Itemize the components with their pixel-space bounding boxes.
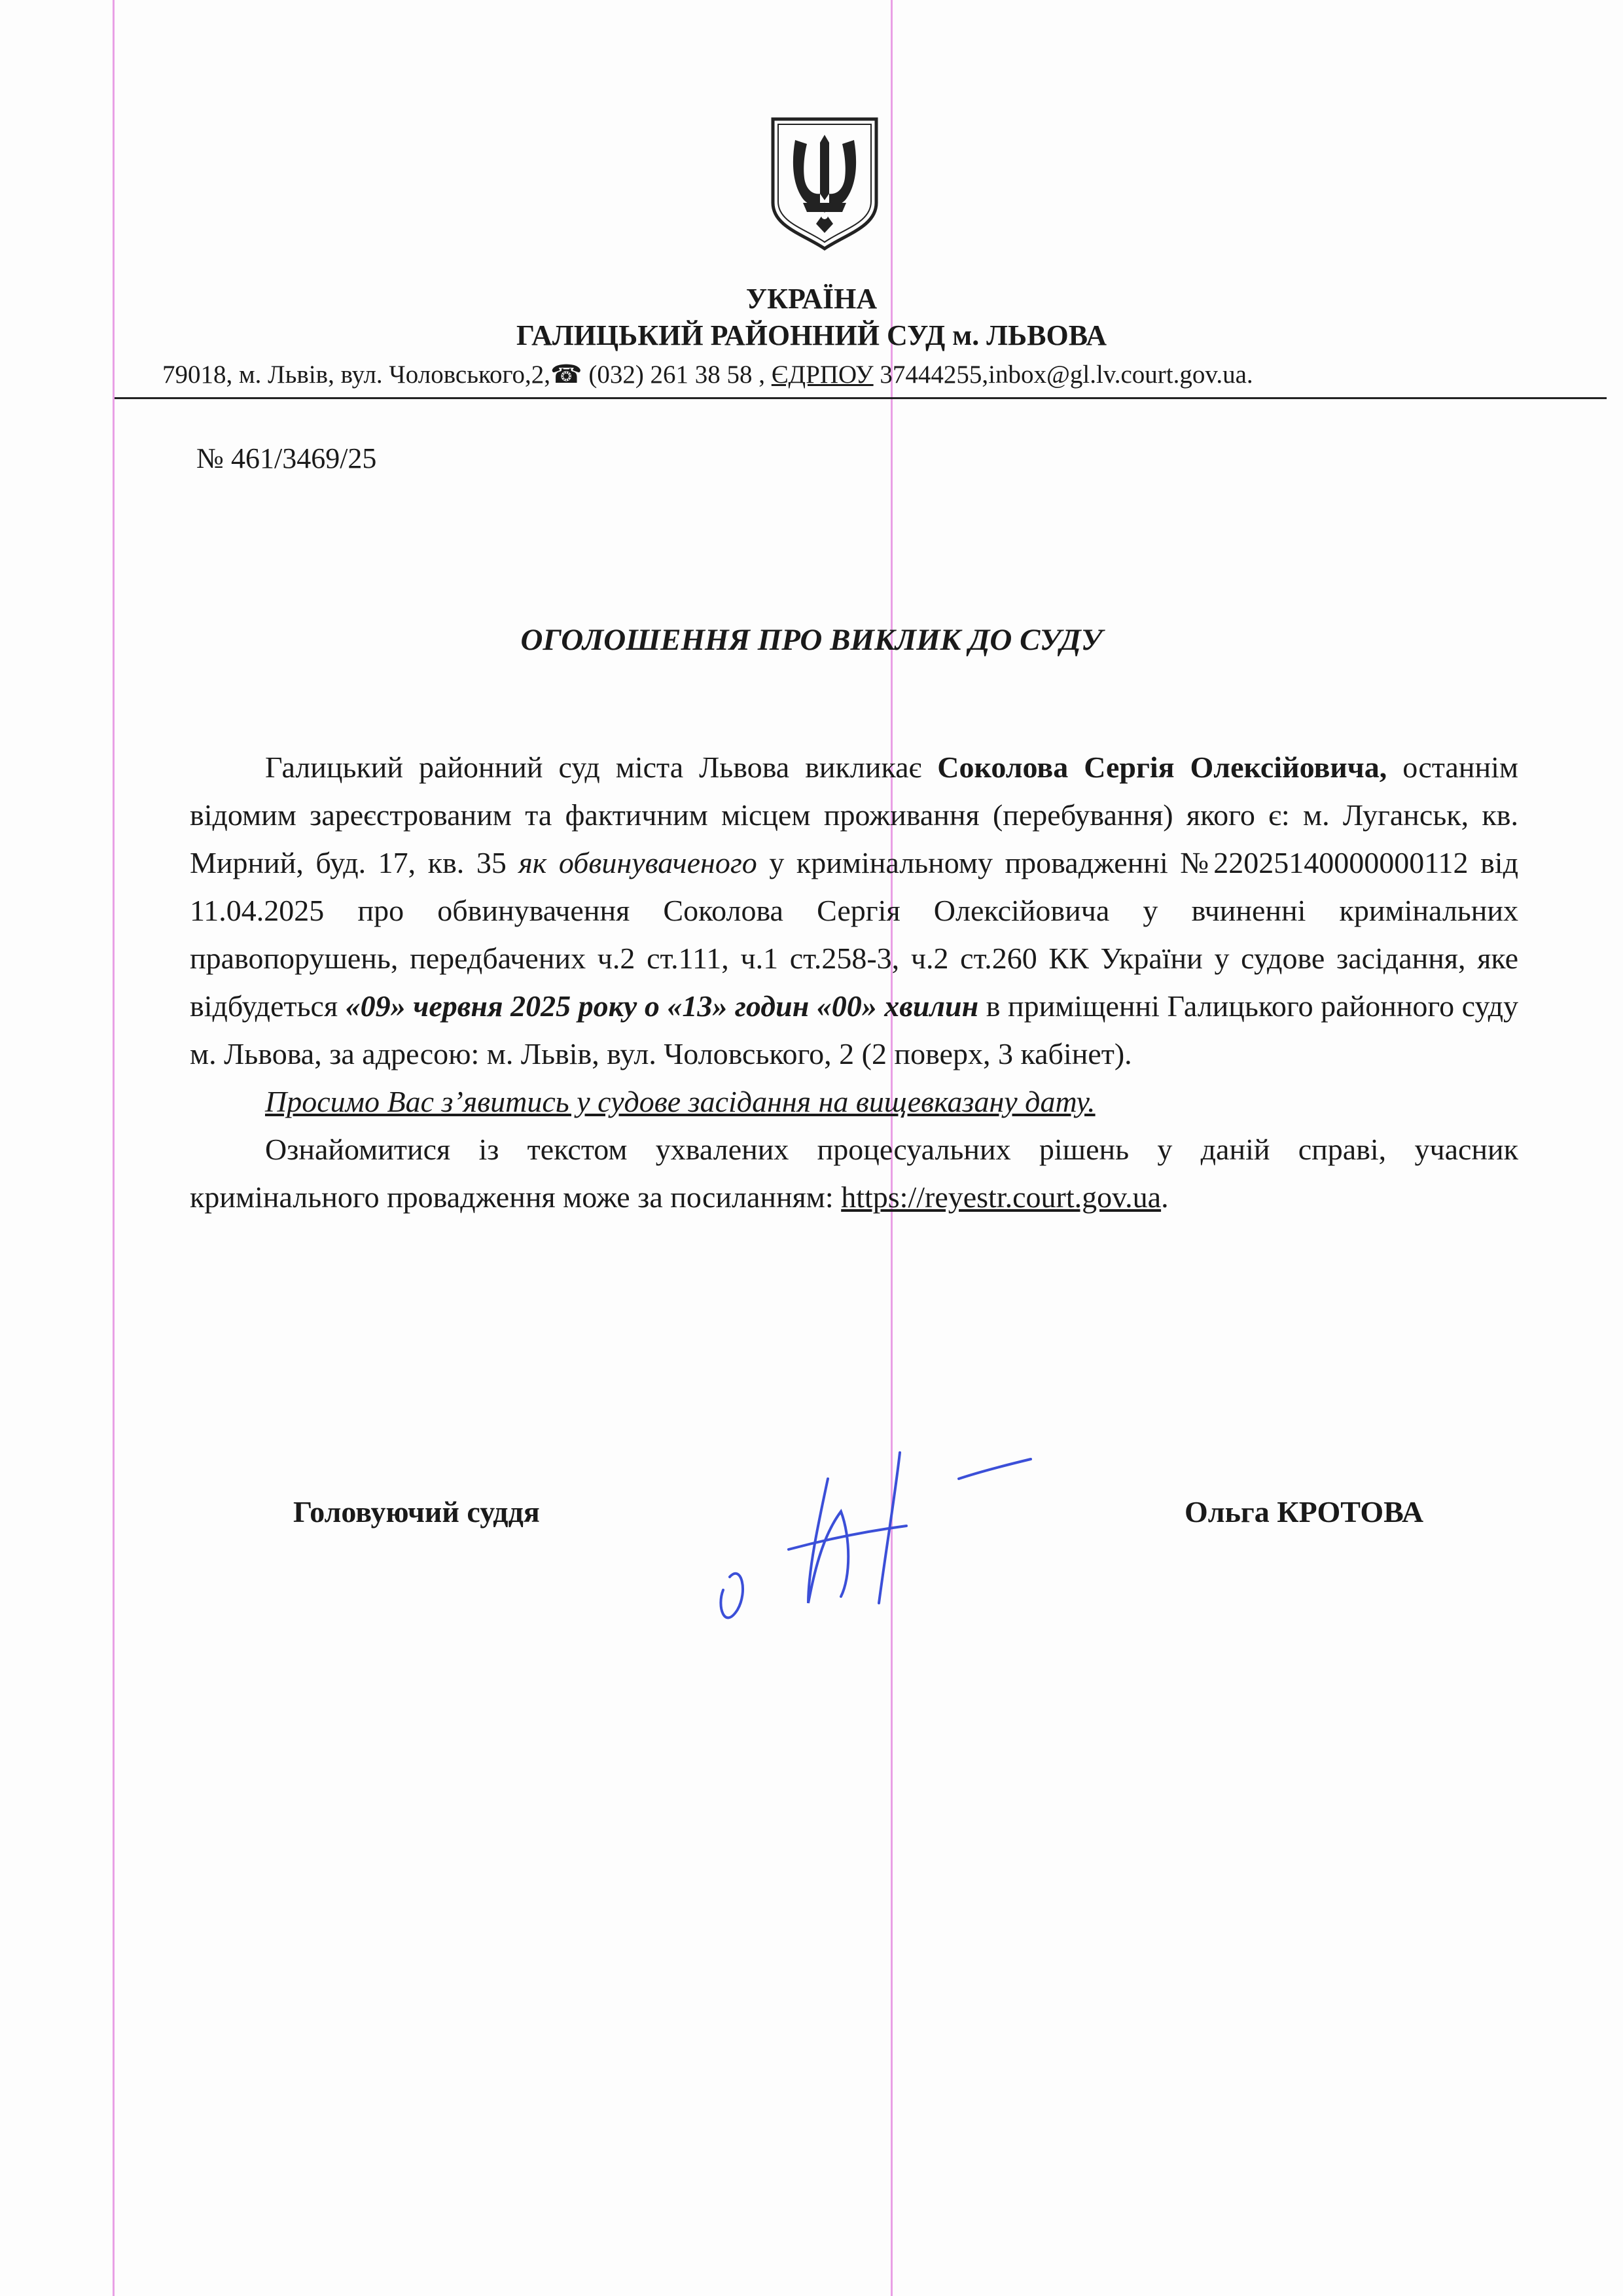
registry-end: . bbox=[1161, 1180, 1169, 1214]
document-body bbox=[190, 743, 1518, 1221]
document-number: № 461/3469/25 bbox=[196, 442, 377, 474]
registry-link[interactable]: https://reyestr.court.gov.ua bbox=[841, 1180, 1162, 1214]
trident-coat-of-arms-icon bbox=[769, 116, 880, 251]
header-country: УКРАЇНА bbox=[745, 283, 878, 315]
summons-residence: останнім відомим зареєстрованим та фактичним місцем проживання (перебування) якого є: м. Луганськ, кв. Мирний, буд. 17, кв. 35 bbox=[190, 751, 1518, 879]
registry-intro: Ознайомитися із текстом ухвалених процесуальних рішень у даній справі, учасник кримінального провадження може за посиланням: bbox=[190, 1133, 1518, 1214]
header-court-name: ГАЛИЦЬКИЙ РАЙОННИЙ СУД м. ЛЬВОВА bbox=[516, 319, 1107, 351]
edrpou-label: ЄДРПОУ bbox=[771, 361, 874, 389]
telephone-icon: ☎ bbox=[550, 361, 582, 389]
address-line-start: 79018, м. Львів, вул. Чоловського,2, bbox=[162, 361, 550, 389]
signatory-role: Головуючий суддя bbox=[293, 1495, 540, 1528]
appearance-request: Просимо Вас з’явитись у судове засідання на вищевказану дату. bbox=[265, 1085, 1096, 1118]
summons-location: в приміщенні Галицького районного суду м. Львова, за адресою: м. Львів, вул. Чоловського, 2 (2 поверх, 3 кабінет). bbox=[190, 989, 1518, 1070]
paragraph-registry bbox=[190, 1125, 1518, 1221]
defendant-name: Соколова Сергія Олексійовича, bbox=[937, 751, 1387, 784]
defendant-role: як обвинуваченого bbox=[518, 846, 757, 879]
header-address bbox=[162, 360, 1253, 390]
paragraph-request bbox=[190, 1078, 1518, 1125]
handwritten-signature bbox=[710, 1439, 1077, 1636]
signatory-name: Ольга КРОТОВА bbox=[1185, 1495, 1424, 1528]
hearing-datetime: «09» червня 2025 року о «13» годин «00» хвилин bbox=[345, 989, 979, 1023]
summons-intro: Галицький районний суд міста Львова викликає bbox=[265, 751, 938, 784]
document-title: ОГОЛОШЕННЯ ПРО ВИКЛИК ДО СУДУ bbox=[520, 623, 1103, 657]
summons-case-details: у кримінальному провадженні №22025140000000112 від 11.04.2025 про обвинувачення Соколова Сергія Олексійовича у вчиненні кримінальних правопорушень, передбачених ч.2 ст.111, ч.1 ст.258-3, ч.2 ст.260 КК України у судове засідання, яке відбудеться bbox=[190, 846, 1518, 1023]
header-divider bbox=[115, 397, 1607, 399]
phone-number: (032) 261 38 58 , bbox=[582, 361, 772, 389]
paragraph-summons bbox=[190, 743, 1518, 1078]
address-line-end: 37444255,inbox@gl.lv.court.gov.ua. bbox=[873, 361, 1253, 389]
